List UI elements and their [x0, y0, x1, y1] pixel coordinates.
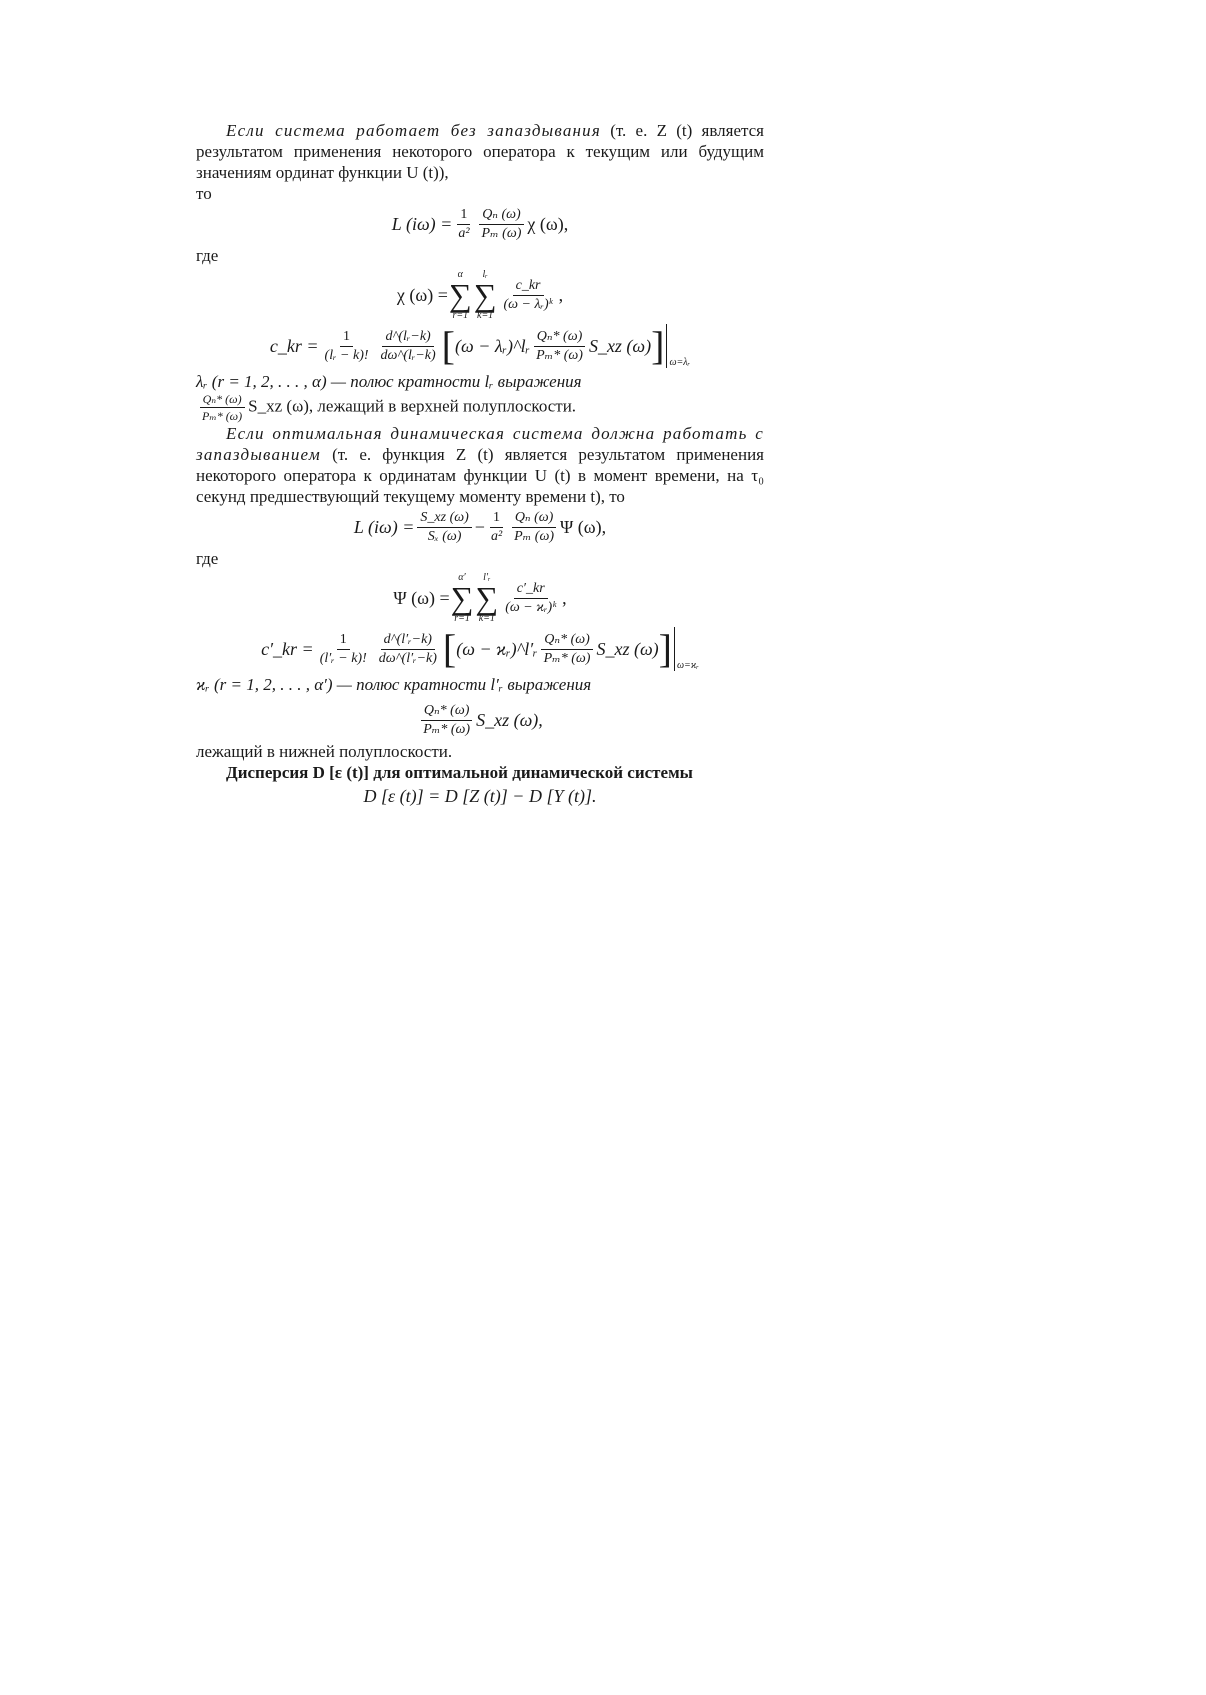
formula5-end: , — [562, 587, 567, 608]
formula5-sum2 — [475, 572, 498, 624]
paragraph-with-delay-text: (т. е. функция Z (t) является результатом применения некоторого оператора к ординатам функции U (t) в момент времени, на τ₀ секунд предшествующий текущему моменту времени t), то — [196, 445, 764, 506]
paragraph-pole-upper-2 — [196, 392, 764, 423]
formula4-frac3 — [511, 510, 557, 545]
emphasis-no-delay: Если система работает без запаздывания — [226, 121, 601, 140]
word-to: то — [196, 184, 212, 203]
formula6-num3: Qₙ* (ω) — [541, 632, 593, 650]
formula3-den2: dω^(lᵣ−k) — [380, 347, 436, 363]
formula4-frac2 — [488, 510, 505, 545]
formula5-num: c′_kr — [514, 581, 548, 599]
formula4-lhs: L (iω) = — [353, 517, 415, 537]
formula4-rhs: Ψ (ω), — [560, 517, 607, 537]
formula6-frac1 — [317, 632, 370, 667]
formula6-frac3 — [541, 632, 594, 667]
sigma-symbol: ∑ — [450, 580, 474, 616]
pole-upper-line2: S_xz (ω), лежащий в верхней полуплоскости. — [248, 396, 577, 416]
paragraph-pole-lower — [196, 674, 764, 695]
formula4-num1: S_xz (ω) — [417, 510, 471, 528]
formula-ckr — [196, 324, 764, 368]
formula-chi — [196, 269, 764, 321]
formula2-sum1-top: α — [457, 269, 463, 280]
formula5-sum1 — [451, 572, 474, 624]
formula4-den3: Pₘ (ω) — [514, 529, 554, 544]
formula3-frac2 — [378, 329, 439, 364]
formula1-rhs: χ (ω), — [527, 214, 569, 234]
formula6-bracket-a: (ω − ϰᵣ)^l′ᵣ — [456, 638, 538, 659]
formula3-den1: (lᵣ − k)! — [324, 347, 369, 363]
paragraph-with-delay — [196, 423, 764, 507]
formula-transfer-function — [196, 207, 764, 242]
formula3-bracket-close: ] — [651, 323, 665, 368]
formula6-eval-text: ω=ϰᵣ — [677, 660, 699, 671]
sigma-symbol: ∑ — [475, 580, 499, 616]
formula7-num: Qₙ* (ω) — [421, 703, 473, 721]
formula4-minus: − — [474, 517, 485, 537]
formula6-eval — [674, 627, 699, 671]
formula5-sum1-top: α′ — [458, 572, 466, 583]
emphasis-with-delay: Если оптимальная динамическая система должна работать с запаздыванием — [196, 424, 764, 464]
paragraph-no-delay — [196, 120, 764, 183]
formula6-den1: (l′ᵣ − k)! — [319, 650, 367, 666]
formula3-bracket-b: S_xz (ω) — [588, 335, 652, 356]
formula-transfer-function-delay — [196, 510, 764, 545]
formula6-frac2 — [376, 632, 440, 667]
formula6-bracket-close: ] — [658, 626, 672, 671]
formula1-num1: 1 — [457, 207, 470, 225]
formula2-sum2-bot: k=1 — [477, 310, 494, 321]
formula6-den3: Pₘ* (ω) — [543, 650, 591, 666]
formula1-num2: Qₙ (ω) — [479, 207, 524, 225]
formula3-eval — [666, 324, 690, 368]
formula6-num1: 1 — [337, 632, 350, 650]
formula2-end: , — [558, 284, 564, 305]
formula2-sum1 — [449, 269, 472, 321]
text-column — [196, 120, 764, 810]
formula5-sum2-bot: k=1 — [478, 613, 495, 624]
formula2-num: c_kr — [513, 278, 544, 296]
formula7-frac — [420, 703, 473, 738]
formula6-bracket-open: [ — [442, 626, 457, 671]
pole-upper-frac-den: Pₘ* (ω) — [202, 409, 243, 423]
paragraph-pole-upper — [196, 371, 764, 392]
paragraph-dispersion: Дисперсия D [ε (t)] для оптимальной динамической системы — [226, 763, 693, 782]
pole-upper-frac-num: Qₙ* (ω) — [200, 392, 245, 408]
formula3-eval-text: ω=λᵣ — [669, 357, 691, 368]
formula4-num2: 1 — [490, 510, 503, 528]
formula7-den: Pₘ* (ω) — [423, 722, 471, 737]
word-gde-2: где — [196, 549, 219, 568]
formula2-den: (ω − λᵣ)ᵏ — [503, 296, 553, 312]
formula4-num3: Qₙ (ω) — [512, 510, 557, 528]
formula1-den1: a² — [458, 226, 470, 241]
formula8-text: D [ε (t)] = D [Z (t)] − D [Y (t)]. — [363, 786, 597, 806]
formula-ckr-prime — [196, 627, 764, 671]
sigma-symbol: ∑ — [473, 277, 497, 313]
formula2-sum1-bot: r=1 — [452, 310, 469, 321]
word-gde-1: где — [196, 246, 219, 265]
formula1-frac1 — [455, 207, 472, 242]
formula3-frac1 — [322, 329, 372, 364]
formula3-lhs: c_kr = — [269, 335, 319, 356]
formula2-lhs: χ (ω) = — [396, 284, 448, 305]
formula3-num3: Qₙ* (ω) — [534, 329, 586, 347]
formula2-sum2-top: lᵣ — [482, 269, 488, 280]
formula-expression-lower — [196, 698, 764, 738]
formula3-bracket-open: [ — [441, 323, 455, 368]
formula5-lhs: Ψ (ω) = — [393, 587, 450, 608]
formula3-frac3 — [533, 329, 586, 364]
formula6-bracket-b: S_xz (ω) — [596, 638, 659, 659]
formula3-bracket-a: (ω − λᵣ)^lᵣ — [454, 335, 531, 356]
formula5-den: (ω − ϰᵣ)ᵏ — [505, 599, 557, 615]
formula1-den2: Pₘ (ω) — [481, 226, 522, 241]
formula5-sum1-bot: r=1 — [454, 613, 470, 624]
formula3-den3: Pₘ* (ω) — [536, 347, 583, 363]
formula1-frac2 — [479, 207, 525, 242]
formula6-den2: dω^(l′ᵣ−k) — [378, 650, 437, 666]
formula5-sum2-top: l′ᵣ — [483, 572, 491, 583]
formula4-den2: a² — [490, 529, 503, 544]
sigma-symbol: ∑ — [448, 277, 472, 313]
pole-upper-frac — [199, 392, 245, 423]
formula5-frac — [502, 581, 559, 616]
formula-psi — [196, 572, 764, 624]
paragraph-no-delay-text: (т. е. Z (t) является результатом применения некоторого оператора к текущим или будущим значениям ординат функции U (t)), — [196, 121, 764, 182]
formula-dispersion — [196, 786, 764, 807]
pole-upper-line1: λᵣ (r = 1, 2, . . . , α) — полюс кратности lᵣ выражения — [196, 372, 582, 391]
formula6-num2: d^(l′ᵣ−k) — [381, 632, 435, 650]
formula2-sum2 — [474, 269, 497, 321]
formula3-num1: 1 — [340, 329, 353, 347]
formula6-lhs: c′_kr = — [261, 638, 314, 659]
paragraph-lower-half-plane: лежащий в нижней полуплоскости. — [196, 742, 453, 761]
formula3-num2: d^(lᵣ−k) — [382, 329, 433, 347]
formula4-den1: Sₓ (ω) — [427, 529, 462, 544]
formula2-frac — [501, 278, 556, 313]
formula4-frac1 — [417, 510, 471, 545]
pole-lower-line1: ϰᵣ (r = 1, 2, . . . , α′) — полюс кратности l′ᵣ выражения — [196, 675, 592, 694]
formula1-lhs: L (iω) = — [391, 214, 453, 234]
formula7-rhs: S_xz (ω), — [476, 710, 543, 730]
